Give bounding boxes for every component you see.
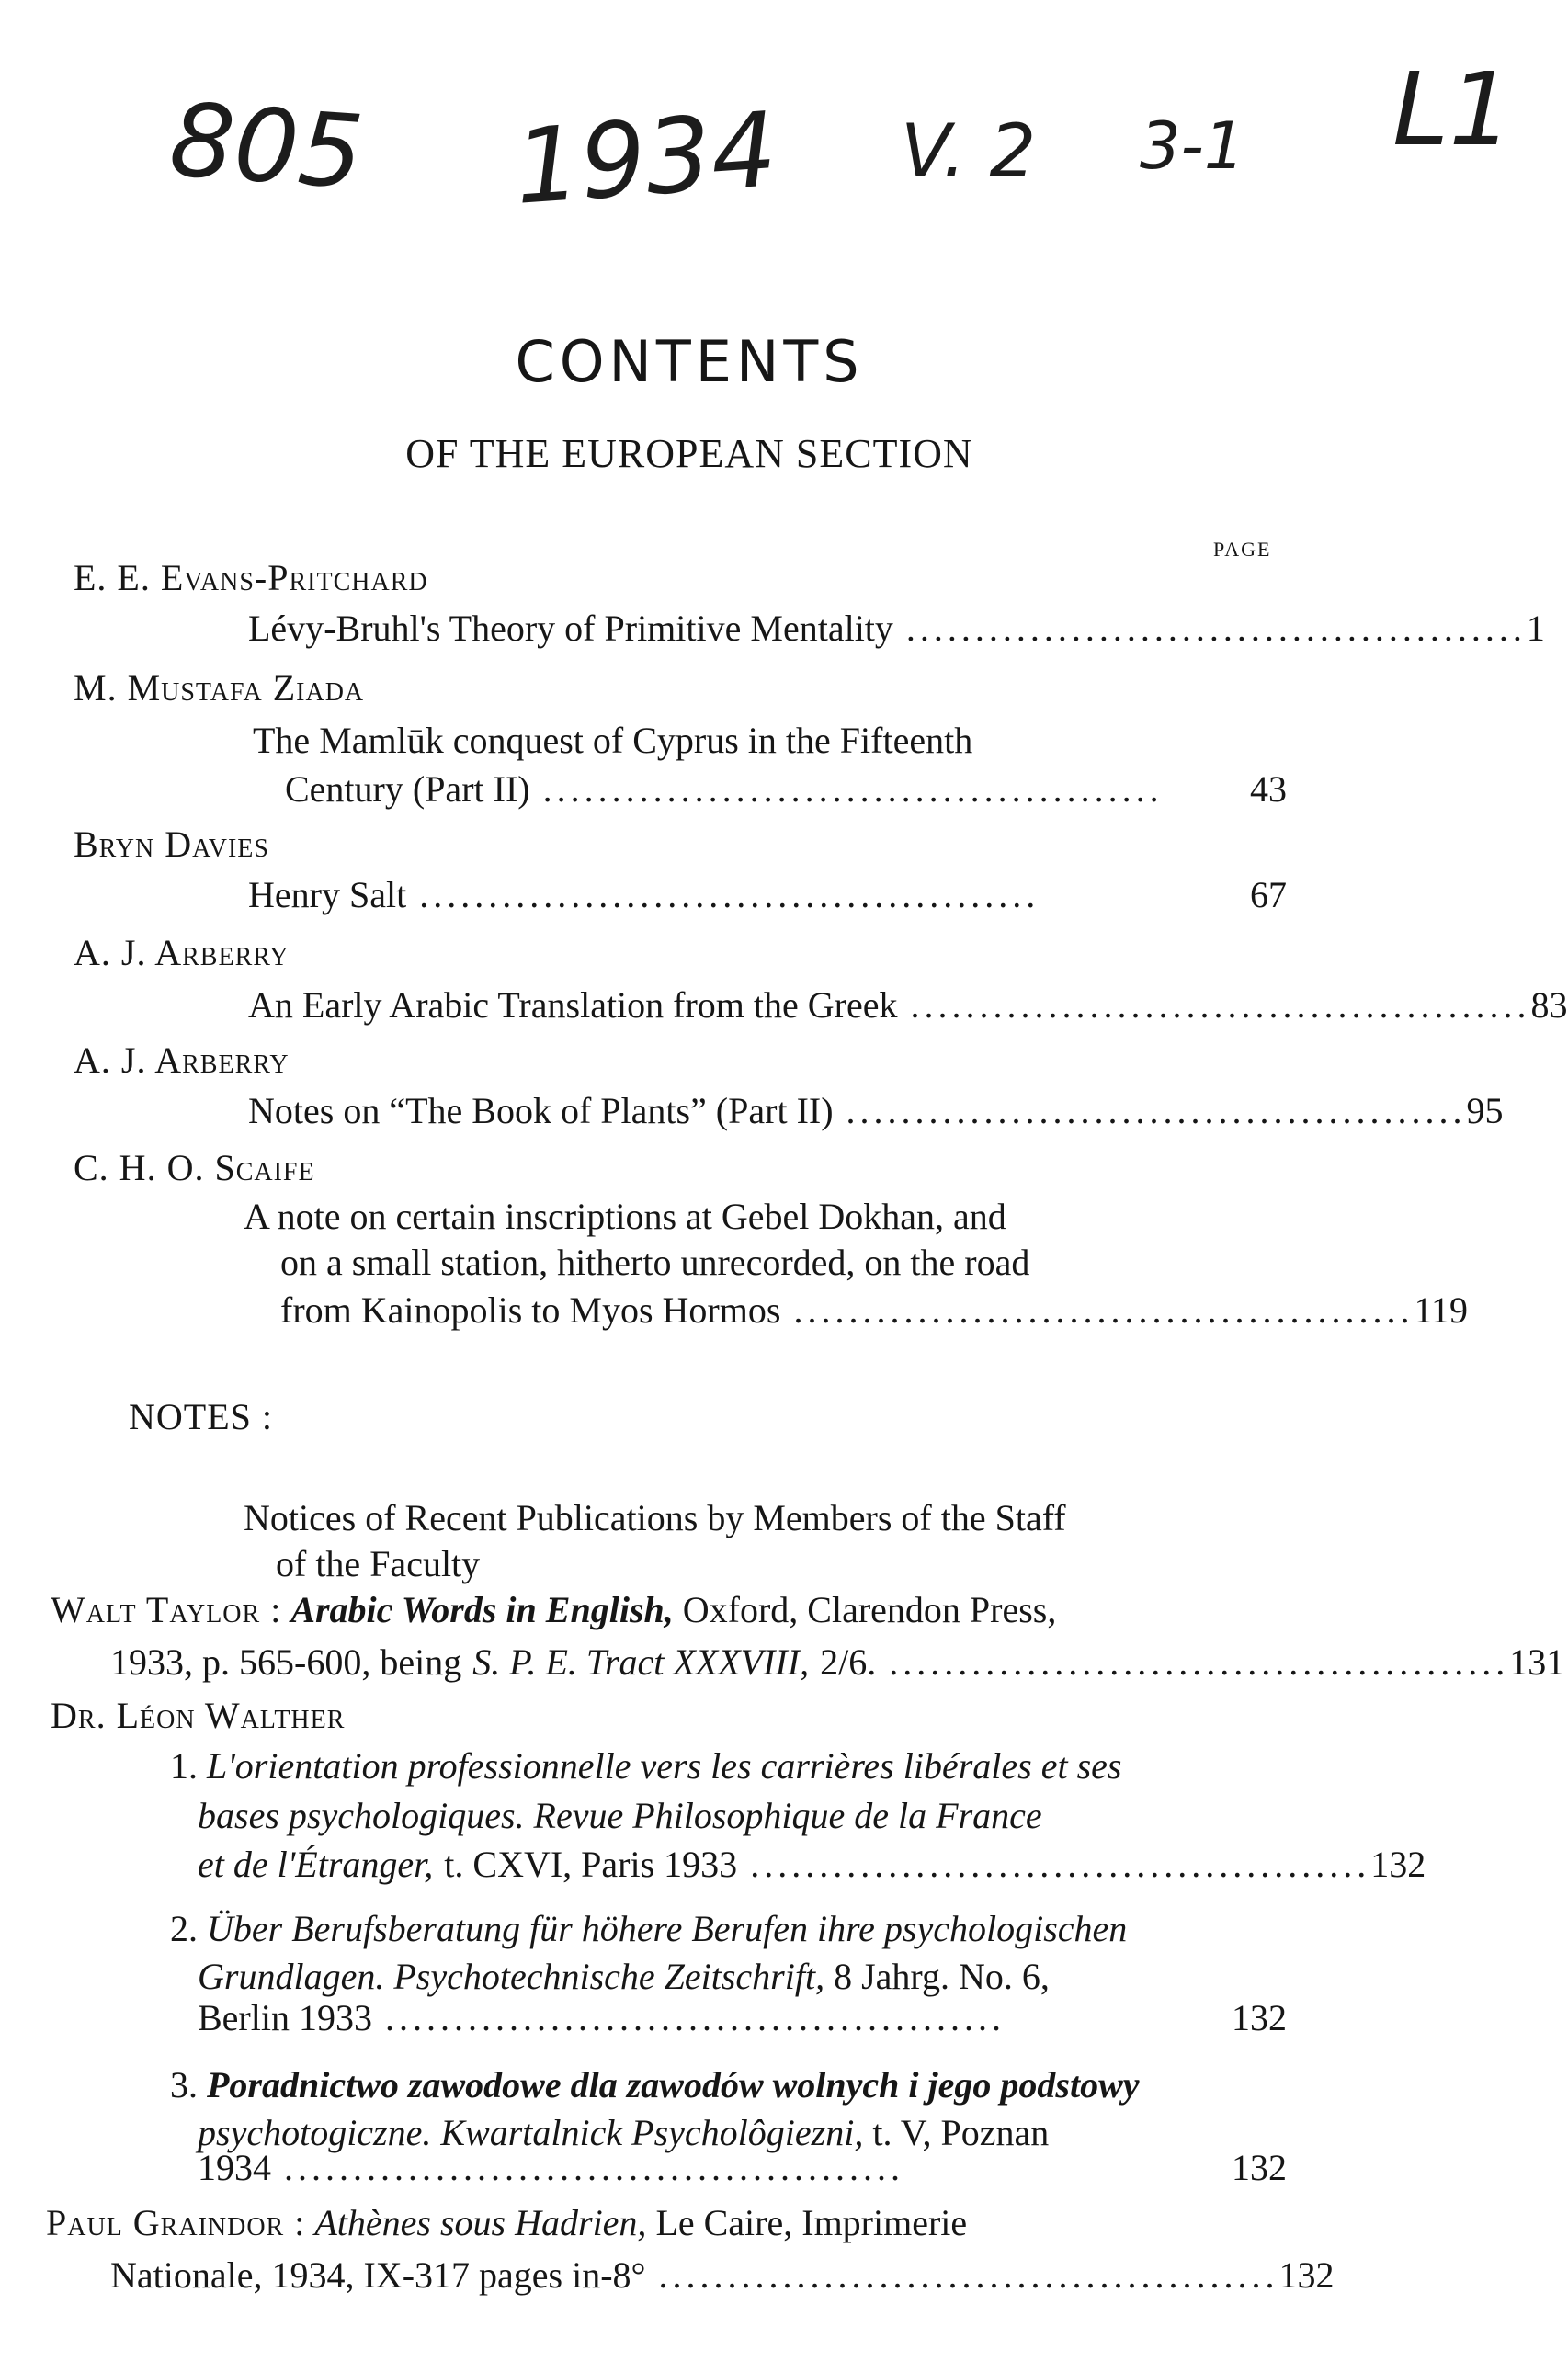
- entry-page: 43: [1250, 768, 1287, 810]
- toc-entry[interactable]: An Early Arabic Translation from the Greek ............................................. 83: [248, 984, 1568, 1026]
- entry-title: The Mamlūk conquest of Cyprus in the Fifteenth: [253, 720, 973, 761]
- entry-page: 1: [1526, 607, 1545, 649]
- notes-intro-continued: of the Faculty: [276, 1543, 481, 1584]
- walther-item-3[interactable]: 3. Poradnictwo zawodowe dla zawodów wolnych i jego podstowy: [170, 2064, 1140, 2106]
- toc-entry[interactable]: from Kainopolis to Myos Hormos ............................................. 119: [280, 1289, 1468, 1331]
- entry-author: A. J. Arberry: [74, 932, 290, 973]
- handwritten-part: 3-1: [1140, 108, 1245, 184]
- entry-page: 132: [1278, 2254, 1335, 2296]
- toc-entry[interactable]: Henry Salt ............................................. 67: [248, 874, 1287, 915]
- note-title: Arabic Words in English,: [290, 1589, 674, 1630]
- note-taylor-line1[interactable]: Walt Taylor : Arabic Words in English, Oxford, Clarendon Press,: [51, 1589, 1057, 1630]
- walther-item-2-line2: Grundlagen. Psychotechnische Zeitschrift, 8 Jahrg. No. 6,: [198, 1956, 1050, 1997]
- toc-entry[interactable]: Berlin 1933 ............................................. 132: [198, 1997, 1287, 2038]
- toc-entry[interactable]: 1934 ............................................. 132: [198, 2147, 1287, 2188]
- note-author: Dr. Léon Walther: [51, 1695, 346, 1736]
- note-graindor-line1[interactable]: Paul Graindor : Athènes sous Hadrien, Le Caire, Imprimerie: [46, 2202, 968, 2243]
- notes-intro: Notices of Recent Publications by Members of the Staff: [244, 1497, 1066, 1538]
- entry-title-continued: from Kainopolis to Myos Hormos: [280, 1289, 781, 1331]
- toc-entry[interactable]: Lévy-Bruhl's Theory of Primitive Mentality ............................................. 1: [248, 607, 1545, 649]
- note-author: Walt Taylor :: [51, 1589, 282, 1630]
- walther-item-3-line2: psychotogiczne. Kwartalnick Psycholôgiezni, t. V, Poznan: [198, 2112, 1050, 2153]
- entry-author: C. H. O. Scaife: [74, 1147, 315, 1188]
- entry-page: 132: [1232, 1997, 1287, 2038]
- handwritten-shelf-mark: 805: [165, 80, 368, 212]
- entry-page: 132: [1370, 1844, 1426, 1885]
- entry-title-continued: Century (Part II): [285, 768, 530, 810]
- entry-page: 131: [1509, 1641, 1565, 1683]
- entry-title-continued: on a small station, hitherto unrecorded, on the road: [280, 1242, 1030, 1283]
- entry-author: Bryn Davies: [74, 823, 269, 865]
- entry-page: 83: [1530, 984, 1568, 1026]
- entry-title: A note on certain inscriptions at Gebel Dokhan, and: [244, 1196, 1006, 1237]
- note-series: S. P. E. Tract XXXVIII,: [472, 1641, 810, 1683]
- entry-author: A. J. Arberry: [74, 1039, 290, 1081]
- walther-item-2[interactable]: 2. Über Berufsberatung für höhere Berufen ihre psychologischen: [170, 1908, 1128, 1949]
- page-column-header: PAGE: [1213, 538, 1272, 561]
- notes-heading: NOTES :: [129, 1396, 273, 1437]
- note-title: Athènes sous Hadrien,: [314, 2202, 647, 2243]
- entry-author: M. Mustafa Ziada: [74, 667, 365, 709]
- toc-entry[interactable]: Nationale, 1934, IX-317 pages in-8° ............................................. 132: [110, 2254, 1335, 2296]
- entry-page: 119: [1414, 1289, 1468, 1331]
- toc-entry[interactable]: 1933, p. 565-600, being S. P. E. Tract XXXVIII, 2/6. ............................................. 131: [110, 1641, 1565, 1683]
- toc-entry[interactable]: Century (Part II) ............................................. 43: [285, 768, 1287, 810]
- entry-title: Lévy-Bruhl's Theory of Primitive Mentality: [248, 607, 893, 649]
- page-subtitle: OF THE EUROPEAN SECTION: [405, 431, 973, 476]
- entry-page: 95: [1466, 1090, 1504, 1131]
- entry-author: E. E. Evans-Pritchard: [74, 557, 428, 598]
- entry-title: Henry Salt: [248, 874, 407, 915]
- handwritten-corner-mark: L1: [1392, 51, 1514, 168]
- entry-title: Notes on “The Book of Plants” (Part II): [248, 1090, 834, 1131]
- entry-page: 67: [1250, 874, 1287, 915]
- walther-item-1[interactable]: 1. L'orientation professionnelle vers les carrières libérales et ses: [170, 1745, 1122, 1787]
- handwritten-year: 1934: [510, 90, 781, 228]
- toc-entry[interactable]: et de l'Étranger, t. CXVI, Paris 1933 ............................................. 132: [198, 1844, 1426, 1885]
- entry-page: 132: [1232, 2147, 1287, 2188]
- page-title: CONTENTS: [515, 328, 864, 395]
- toc-entry[interactable]: Notes on “The Book of Plants” (Part II) ............................................. 95: [248, 1090, 1504, 1131]
- entry-title: An Early Arabic Translation from the Greek: [248, 984, 898, 1026]
- note-author: Paul Graindor :: [46, 2202, 306, 2243]
- walther-item-1-line2: bases psychologiques. Revue Philosophique de la France: [198, 1795, 1042, 1836]
- handwritten-volume: V. 2: [901, 108, 1037, 194]
